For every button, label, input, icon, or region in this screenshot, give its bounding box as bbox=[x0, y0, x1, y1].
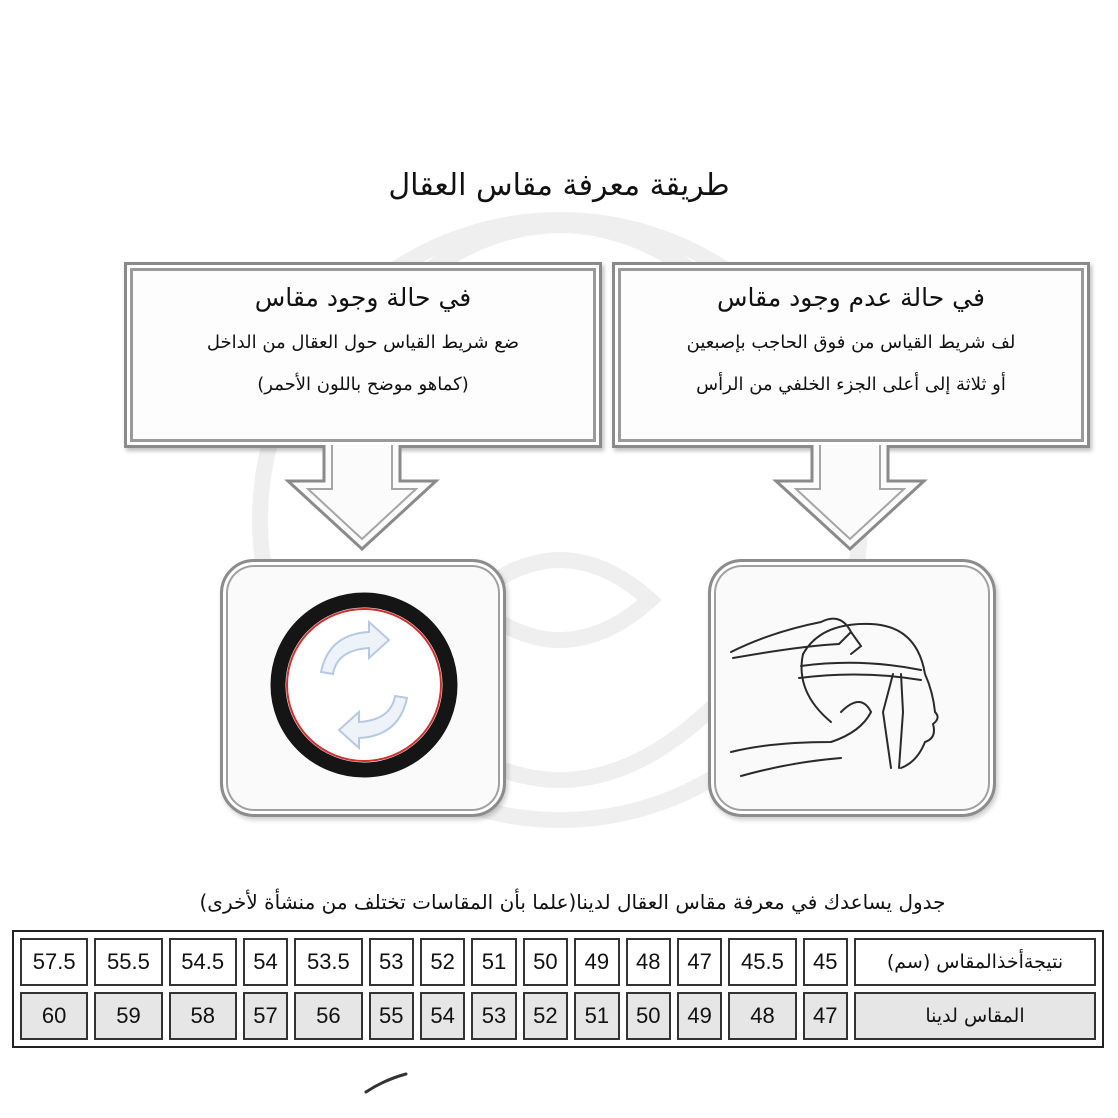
table-cell: 55.5 bbox=[94, 938, 162, 986]
table-cell: 49 bbox=[574, 938, 619, 986]
table-cell: 52 bbox=[420, 938, 465, 986]
case-has-size-line1: ضع شريط القياس حول العقال من الداخل bbox=[206, 332, 520, 353]
down-arrow-icon bbox=[282, 445, 442, 553]
head-measure-frame bbox=[708, 559, 996, 817]
table-cell: 50 bbox=[523, 938, 568, 986]
table-cell: 48 bbox=[626, 938, 671, 986]
table-cell: 57 bbox=[243, 992, 288, 1040]
table-cell: 51 bbox=[574, 992, 619, 1040]
size-table bbox=[12, 930, 1104, 1048]
table-cell: 54.5 bbox=[169, 938, 237, 986]
case-has-size-box bbox=[124, 262, 602, 448]
table-cell: 52 bbox=[523, 992, 568, 1040]
table-row-ours bbox=[20, 992, 1096, 1040]
table-cell: 47 bbox=[677, 938, 722, 986]
table-cell: 49 bbox=[677, 992, 722, 1040]
case-no-size-line1: لف شريط القياس من فوق الحاجب بإصبعين bbox=[686, 332, 1016, 353]
table-cell: 55 bbox=[369, 992, 414, 1040]
case-has-size-line2: (كماهو موضح باللون الأحمر) bbox=[257, 374, 469, 395]
table-cell: 47 bbox=[803, 992, 848, 1040]
table-cell: 54 bbox=[243, 938, 288, 986]
down-arrow-icon bbox=[770, 445, 930, 553]
table-cell: 53 bbox=[369, 938, 414, 986]
table-cell: 53 bbox=[471, 992, 516, 1040]
page-title: طريقة معرفة مقاس العقال bbox=[388, 168, 730, 203]
table-cell: 51 bbox=[471, 938, 516, 986]
case-no-size-line2: أو ثلاثة إلى أعلى الجزء الخلفي من الرأس bbox=[696, 374, 1006, 395]
table-cell: 60 bbox=[20, 992, 88, 1040]
table-cell: 45.5 bbox=[728, 938, 796, 986]
pen-stroke-mark bbox=[360, 1070, 420, 1100]
table-cell: 56 bbox=[294, 992, 362, 1040]
table-cell: 54 bbox=[420, 992, 465, 1040]
row-label-measured: نتيجةأخذالمقاس (سم) bbox=[854, 938, 1096, 986]
table-row-measured bbox=[20, 938, 1096, 986]
table-cell: 50 bbox=[626, 992, 671, 1040]
table-cell: 59 bbox=[94, 992, 162, 1040]
table-cell: 48 bbox=[728, 992, 796, 1040]
agal-ring-illustration bbox=[223, 562, 503, 814]
case-no-size-heading: في حالة عدم وجود مقاس bbox=[717, 283, 985, 312]
agal-ring-frame bbox=[220, 559, 506, 817]
case-has-size-heading: في حالة وجود مقاس bbox=[254, 283, 472, 312]
table-caption: جدول يساعدك في معرفة مقاس العقال لدينا(علما بأن المقاسات تختلف من منشأة لأخرى) bbox=[199, 890, 946, 914]
row-label-ours: المقاس لدينا bbox=[854, 992, 1096, 1040]
table-cell: 58 bbox=[169, 992, 237, 1040]
table-cell: 45 bbox=[803, 938, 848, 986]
table-cell: 57.5 bbox=[20, 938, 88, 986]
case-no-size-box bbox=[612, 262, 1090, 448]
head-measure-illustration bbox=[711, 562, 993, 814]
table-cell: 53.5 bbox=[294, 938, 362, 986]
